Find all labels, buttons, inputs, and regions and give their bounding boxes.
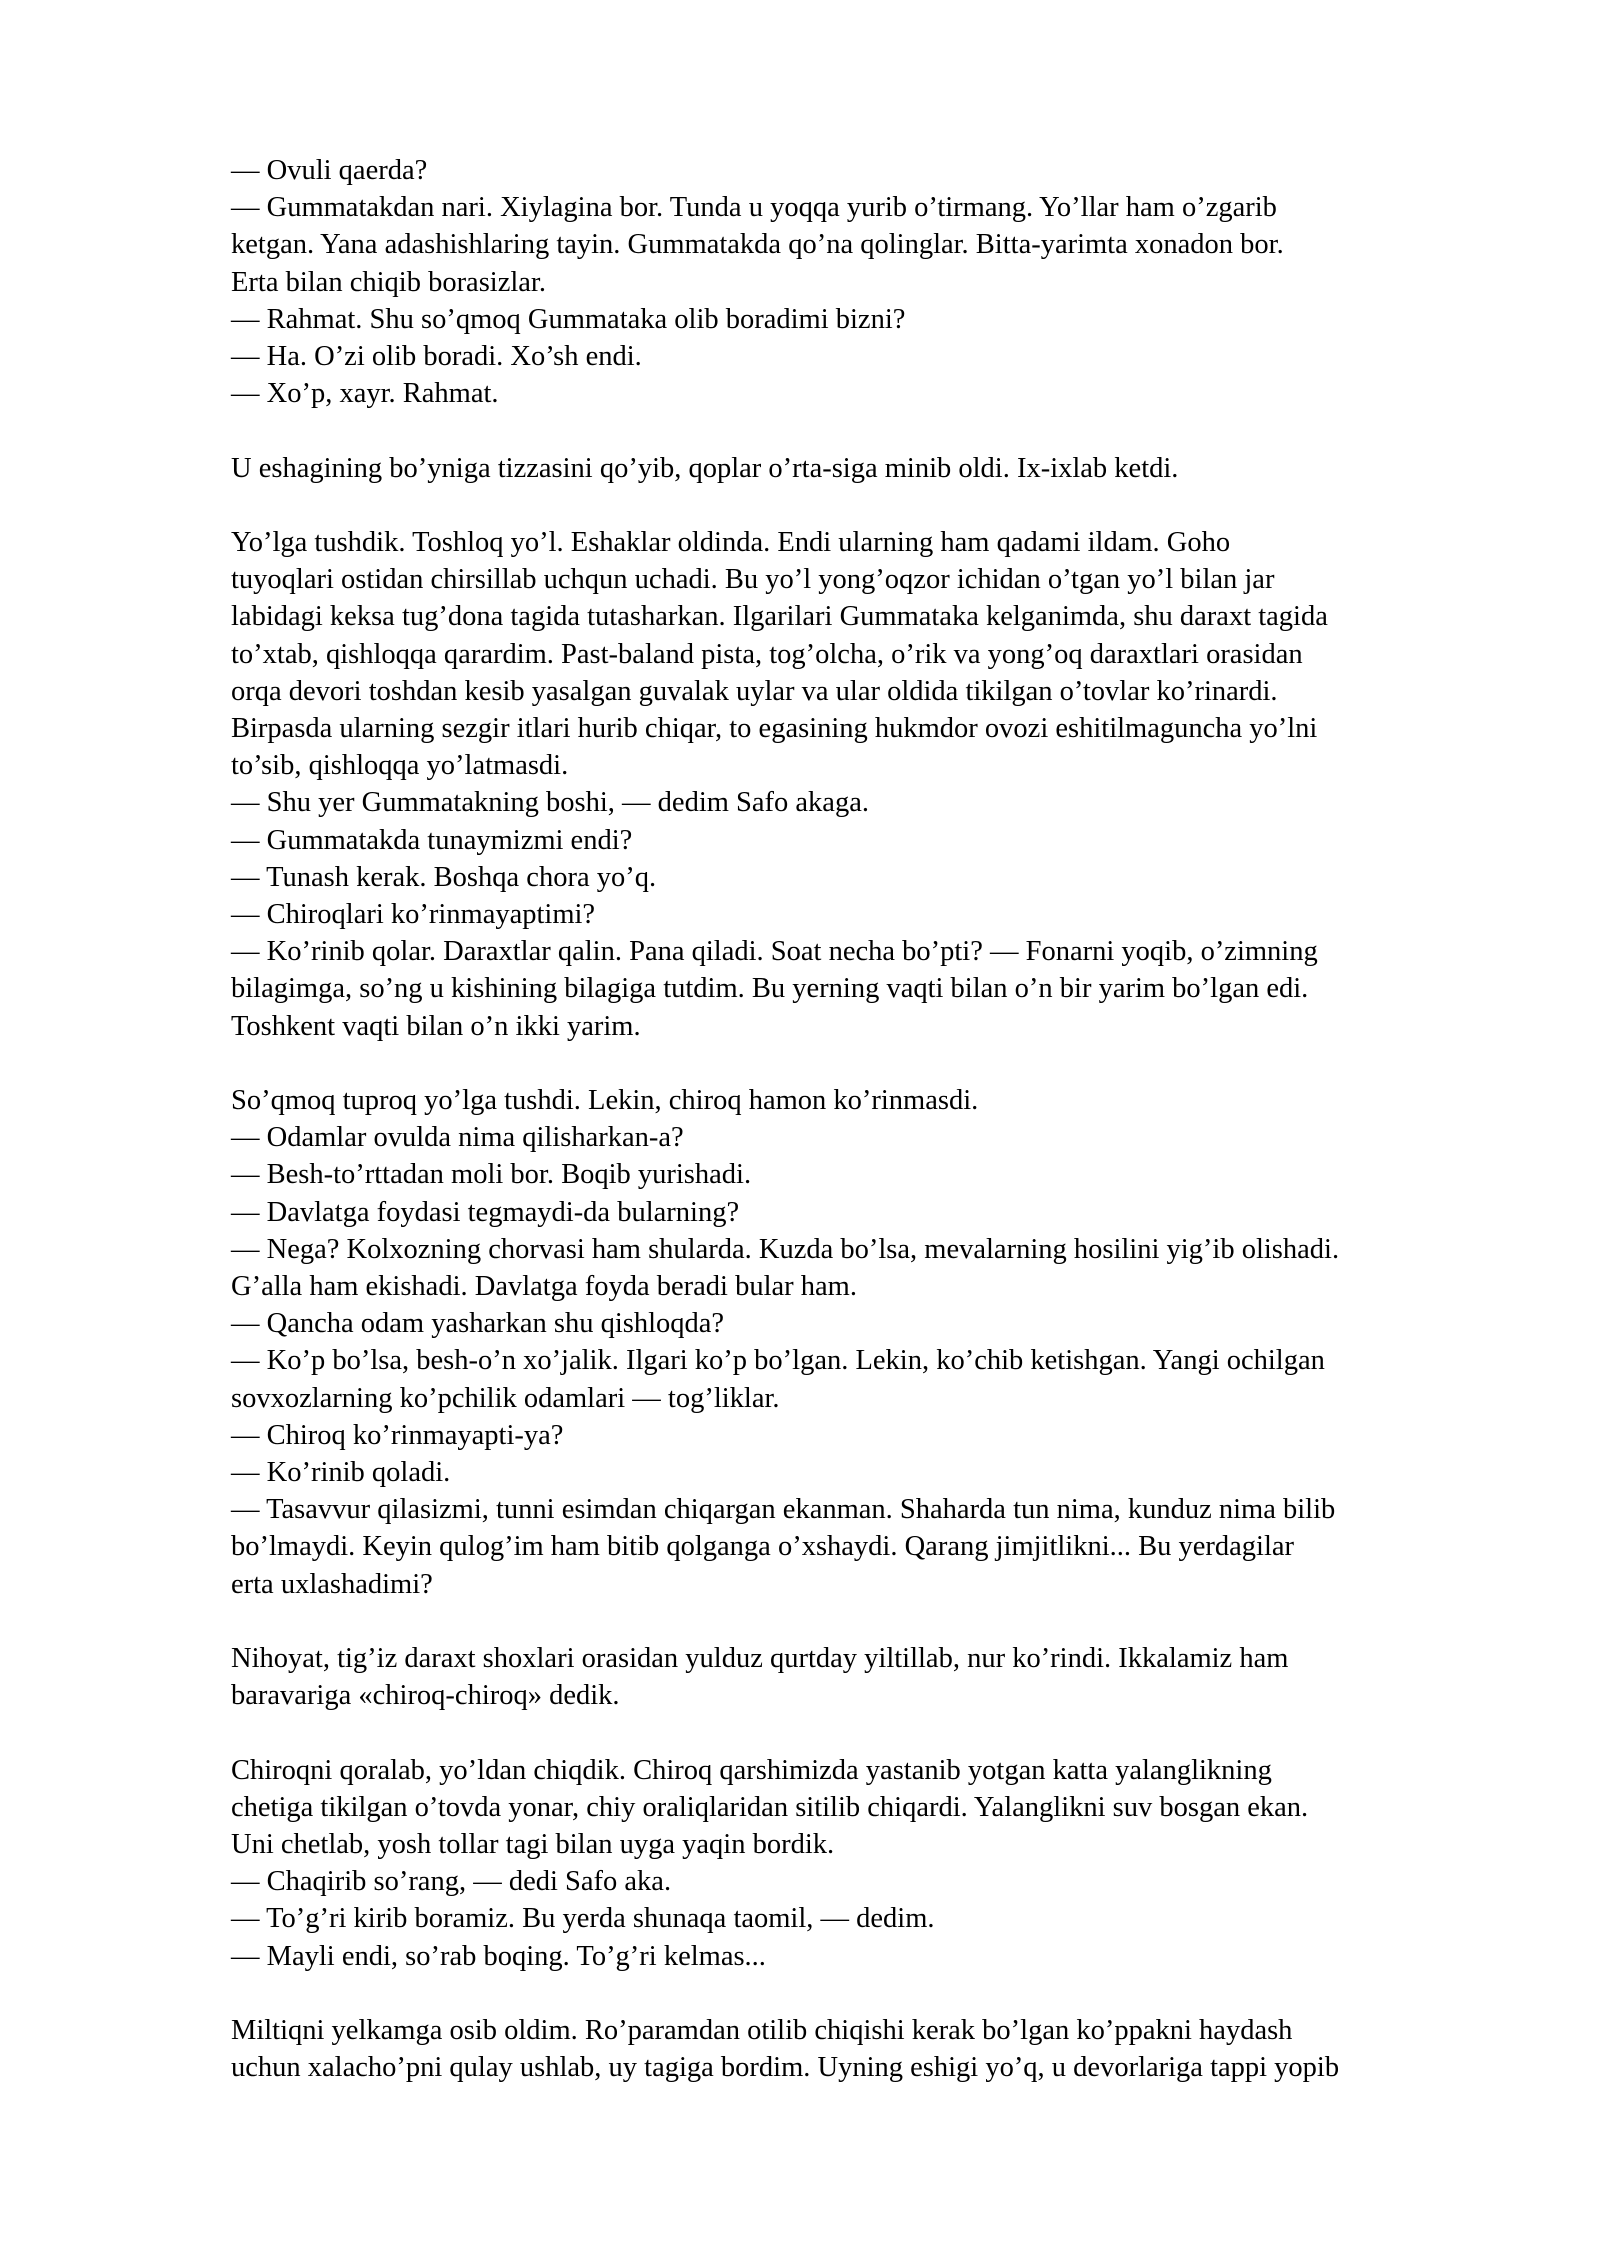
text-line: tuyoqlari ostidan chirsillab uchqun uchadi. Bu yo’l yong’oqzor ichidan o’tgan yo’l bilan jar (231, 564, 1275, 596)
text-line: — Chiroq ko’rinmayapti-ya? (231, 1419, 564, 1451)
text-line: — Chiroqlari ko’rinmayaptimi? (231, 899, 596, 931)
text-line: — Qancha odam yasharkan shu qishloqda? (231, 1308, 725, 1340)
paragraph (231, 450, 1511, 487)
paragraph (231, 1082, 1511, 1603)
text-line: — Tunash kerak. Boshqa chora yo’q. (231, 861, 657, 893)
text-line: to’xtab, qishloqqa qarardim. Past-baland pista, tog’olcha, o’rik va yong’oq daraxtlari orasidan (231, 638, 1303, 670)
text-line: — Ha. O’zi olib boradi. Xo’sh endi. (231, 341, 642, 373)
text-line: — Mayli endi, so’rab boqing. To’g’ri kelmas... (231, 1940, 766, 1972)
paragraph (231, 524, 1511, 1045)
text-line: — Ko’p bo’lsa, besh-o’n xo’jalik. Ilgari ko’p bo’lgan. Lekin, ko’chib ketishgan. Yangi ochilgan (231, 1345, 1325, 1377)
text-line: Yo’lga tushdik. Toshloq yo’l. Eshaklar oldinda. Endi ularning ham qadami ildam. Goho (231, 527, 1231, 558)
text-line: — Gummatakdan nari. Xiylagina bor. Tunda u yoqqa yurib o’tirmang. Yo’llar ham o’zgarib (231, 192, 1277, 224)
text-line: chetiga tikilgan o’tovda yonar, chiy oraliqlaridan sitilib chiqardi. Yalanglikni suv bosgan ekan. (231, 1791, 1309, 1823)
paragraph (231, 1752, 1511, 1975)
text-line: to’sib, qishloqqa yo’latmasdi. (231, 750, 569, 782)
text-line: Chiroqni qoralab, yo’ldan chiqdik. Chiroq qarshimizda yastanib yotgan katta yalanglikning (231, 1754, 1272, 1786)
text-line: — Chaqirib so’rang, — dedi Safo aka. (231, 1866, 672, 1898)
text-line: — Davlatga foydasi tegmaydi-da bularning? (231, 1196, 740, 1228)
text-line: So’qmoq tuproq yo’lga tushdi. Lekin, chiroq hamon ko’rinmasdi. (231, 1085, 979, 1117)
text-line: orqa devori toshdan kesib yasalgan guvalak uylar va ular oldida tikilgan o’tovlar ko’rinardi. (231, 675, 1278, 707)
paragraph (231, 1640, 1511, 1714)
text-line: bo’lmaydi. Keyin qulog’im ham bitib qolganga o’xshaydi. Qarang jimjitlikni... Bu yerdagilar (231, 1531, 1295, 1563)
text-line: — Shu yer Gummatakning boshi, — dedim Safo akaga. (231, 787, 869, 819)
text-line: U eshagining bo’yniga tizzasini qo’yib, qoplar o’rta-siga minib oldi. Ix-ixlab ketdi. (231, 452, 1179, 484)
text-line: Birpasda ularning sezgir itlari hurib chiqar, to egasining hukmdor ovozi eshitilmaguncha yo’lni (231, 713, 1318, 745)
text-line: — Nega? Kolxozning chorvasi ham shularda. Kuzda bo’lsa, mevalarning hosilini yig’ib olishadi. (231, 1233, 1340, 1265)
text-line: — Gummatakda tunaymizmi endi? (231, 824, 633, 856)
text-line: Toshkent vaqti bilan o’n ikki yarim. (231, 1010, 641, 1042)
text-line: Uni chetlab, yosh tollar tagi bilan uyga yaqin bordik. (231, 1829, 835, 1861)
text-line: — Ko’rinib qolar. Daraxtlar qalin. Pana qiladi. Soat necha bo’pti? — Fonarni yoqib, o’zimning (231, 936, 1318, 968)
text-line: — Ovuli qaerda? (231, 155, 428, 186)
text-line: — Tasavvur qilasizmi, tunni esimdan chiqargan ekanman. Shaharda tun nima, kunduz nima bilib (231, 1494, 1336, 1526)
text-line: ketgan. Yana adashishlaring tayin. Gummatakda qo’na qolinglar. Bitta-yarimta xonadon bor. (231, 229, 1284, 261)
text-line: Miltiqni yelkamga osib oldim. Ro’paramdan otilib chiqishi kerak bo’lgan ko’ppakni haydash (231, 2015, 1293, 2047)
text-line: sovxozlarning ko’pchilik odamlari — tog’liklar. (231, 1382, 780, 1414)
text-line: G’alla ham ekishadi. Davlatga foyda beradi bular ham. (231, 1271, 857, 1303)
text-line: — Rahmat. Shu so’qmoq Gummataka olib boradimi bizni? (231, 303, 906, 335)
text-line: — To’g’ri kirib boramiz. Bu yerda shunaqa taomil, — dedim. (231, 1903, 935, 1935)
text-line: — Ko’rinib qoladi. (231, 1457, 451, 1489)
text-line: — Xo’p, xayr. Rahmat. (231, 378, 499, 410)
document-body (231, 152, 1511, 2086)
text-line: — Besh-to’rttadan moli bor. Boqib yurishadi. (231, 1159, 752, 1191)
text-line: erta uxlashadimi? (231, 1568, 433, 1600)
text-line: labidagi keksa tug’dona tagida tutasharkan. Ilgarilari Gummataka kelganimda, shu daraxt tagida (231, 601, 1328, 633)
text-line: Nihoyat, tig’iz daraxt shoxlari orasidan yulduz qurtday yiltillab, nur ko’rindi. Ikkalamiz ham (231, 1643, 1289, 1675)
text-line: uchun xalacho’pni qulay ushlab, uy tagiga bordim. Uyning eshigi yo’q, u devorlariga tappi yopib (231, 2052, 1340, 2084)
text-line: bilagimga, so’ng u kishining bilagiga tutdim. Bu yerning vaqti bilan o’n bir yarim bo’lgan edi. (231, 973, 1309, 1005)
text-line: — Odamlar ovulda nima qilisharkan-a? (231, 1122, 684, 1154)
paragraph (231, 2012, 1511, 2086)
paragraph (231, 152, 1511, 412)
text-line: Erta bilan chiqib borasizlar. (231, 266, 546, 298)
text-line: baravariga «chiroq-chiroq» dedik. (231, 1680, 620, 1712)
